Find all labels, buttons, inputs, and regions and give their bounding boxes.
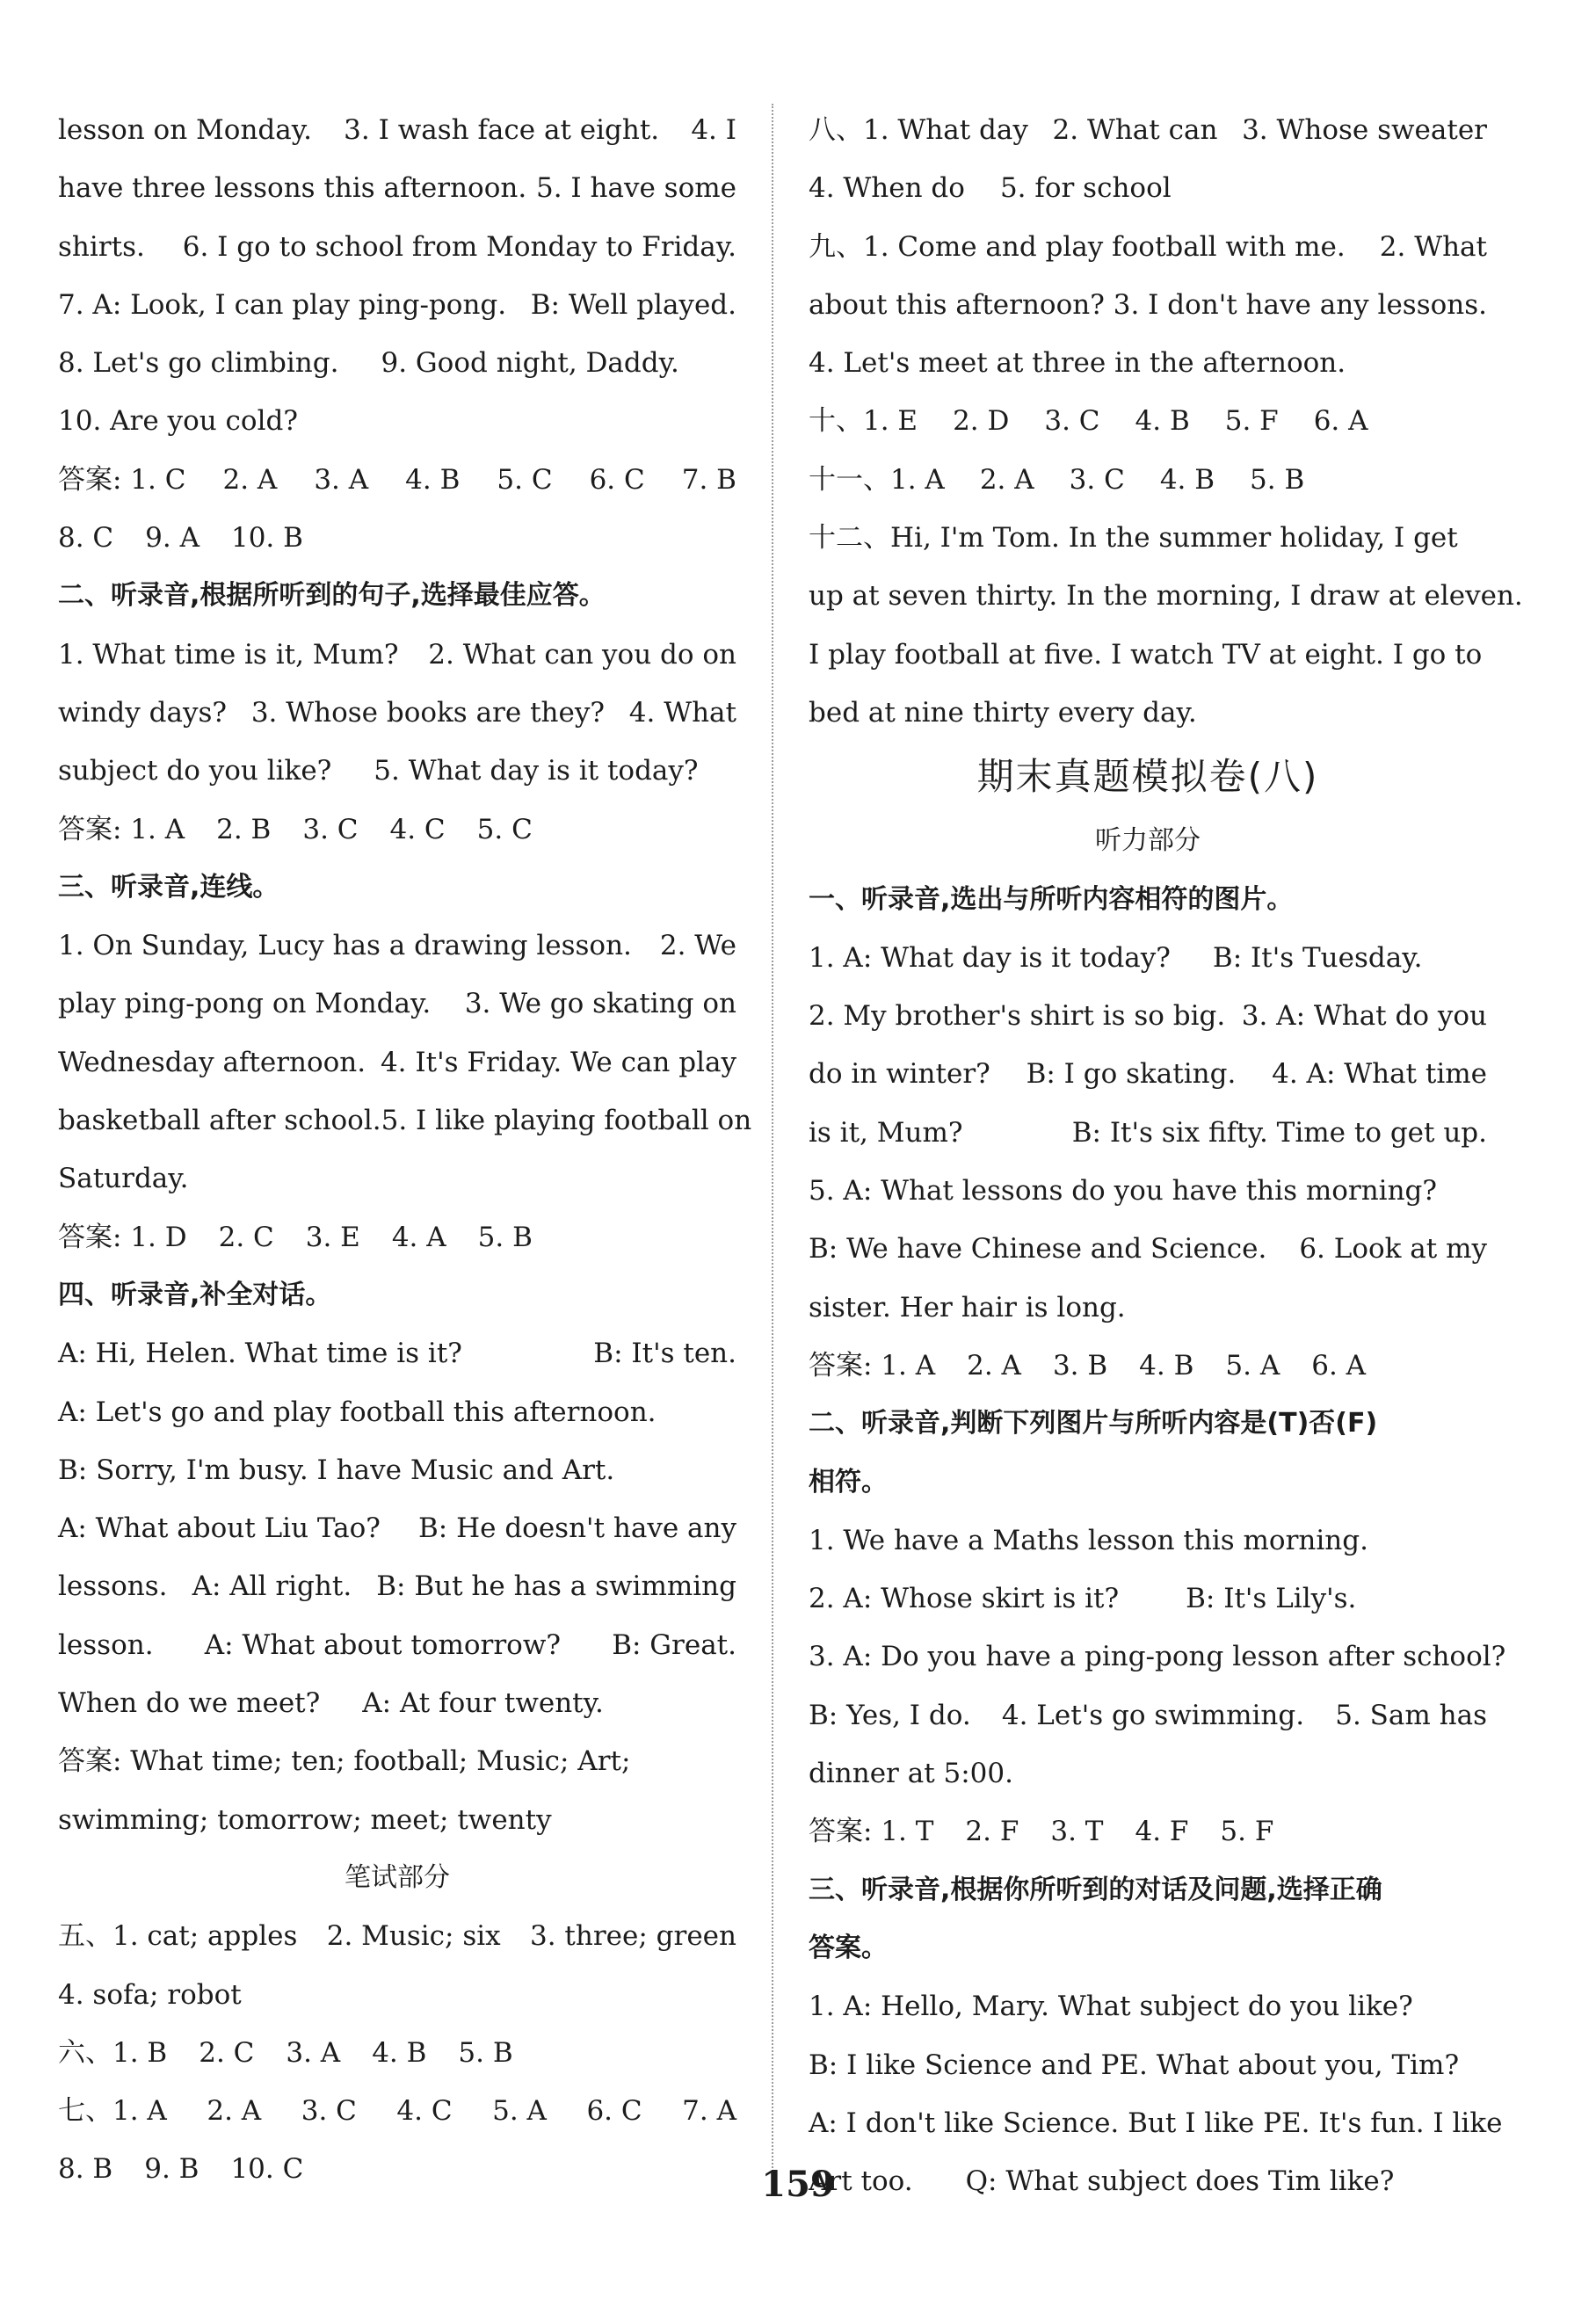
text-line: shirts. 6. I go to school from Monday to Friday. — [58, 230, 736, 263]
text-line: lesson on Monday. 3. I wash face at eight. 4. I — [58, 114, 736, 146]
text-line: 4. sofa; robot — [58, 1978, 242, 2011]
text-line: 2. A: Whose skirt is it? B: It's Lily's. — [809, 1583, 1357, 1615]
text-line: Art too. Q: What subject does Tim like? — [809, 2165, 1395, 2198]
text-line: basketball after school. 5. I like playing football on — [58, 1105, 752, 1137]
text-line: Saturday. — [58, 1163, 189, 1195]
answer-line: 十一、1. A 2. A 3. C 4. B 5. B — [809, 463, 1305, 496]
text-line: 1. A: What day is it today? B: It's Tuesday. — [809, 941, 1423, 974]
text-line: 10. Are you cold? — [58, 405, 298, 438]
answer-line: 答案: 1. A 2. A 3. B 4. B 5. A 6. A — [809, 1349, 1367, 1382]
section-heading: 二、听录音,根据所听到的句子,选择最佳应答。 — [58, 580, 606, 612]
answer-line: 七、1. A 2. A 3. C 4. C 5. A 6. C 7. A — [58, 2095, 736, 2128]
text-line: A: I don't like Science. But I like PE. It's fun. I like — [809, 2107, 1503, 2139]
answer-line: 答案: 1. C 2. A 3. A 4. B 5. C 6. C 7. B — [58, 463, 736, 496]
text-line: lessons. A: All right. B: But he has a swimming — [58, 1570, 736, 1603]
section-title-listening: 听力部分 — [1095, 825, 1201, 857]
answer-line: 8. C 9. A 10. B — [58, 522, 303, 555]
section-heading: 四、听录音,补全对话。 — [58, 1279, 332, 1310]
text-line: 1. A: Hello, Mary. What subject do you like? — [809, 1991, 1413, 2023]
answer-line: about this afternoon? 3. I don't have any lessons. — [809, 288, 1487, 321]
answer-line: 答案: 1. A 2. B 3. C 4. C 5. C — [58, 813, 533, 845]
section-heading: 二、听录音,判断下列图片与所听内容是(T)否(F) — [809, 1408, 1378, 1440]
right-column — [809, 101, 1523, 2210]
text-line: subject do you like? 5. What day is it today? — [58, 755, 699, 787]
text-line: windy days? 3. Whose books are they? 4. What — [58, 696, 736, 729]
text-line: 1. We have a Maths lesson this morning. — [809, 1524, 1368, 1556]
answer-line: 答案: What time; ten; football; Music; Art; — [58, 1745, 631, 1778]
text-line: play ping-pong on Monday. 3. We go skating on — [58, 988, 736, 1020]
answer-line: 八、1. What day 2. What can 3. Whose sweater — [809, 114, 1487, 146]
answer-line: I play football at five. I watch TV at eight. I go to — [809, 638, 1483, 671]
answer-line: bed at nine thirty every day. — [809, 696, 1197, 729]
text-line: A: What about Liu Tao? B: He doesn't have any — [58, 1512, 736, 1545]
page-number: 159 — [761, 2164, 835, 2205]
section-heading: 三、听录音,根据你所听到的对话及问题,选择正确 — [809, 1874, 1382, 1905]
answer-line: 答案: 1. T 2. F 3. T 4. F 5. F — [809, 1816, 1274, 1848]
section-heading: 答案。 — [809, 1932, 888, 1963]
text-line: B: Sorry, I'm busy. I have Music and Art. — [58, 1454, 615, 1486]
text-line: have three lessons this afternoon. 5. I have some — [58, 172, 736, 205]
text-line: 3. A: Do you have a ping-pong lesson after school? — [809, 1641, 1506, 1673]
section-heading: 三、听录音,连线。 — [58, 871, 279, 903]
text-line: is it, Mum? B: It's six fifty. Time to get up. — [809, 1116, 1487, 1149]
text-line: dinner at 5:00. — [809, 1758, 1013, 1790]
answer-line: 九、1. Come and play football with me. 2. What — [809, 230, 1487, 263]
answer-line: 4. Let's meet at three in the afternoon. — [809, 347, 1346, 380]
text-line: B: I like Science and PE. What about you, Tim? — [809, 2049, 1460, 2081]
text-line: 五、1. cat; apples 2. Music; six 3. three; green — [58, 1920, 736, 1953]
section-heading: 相符。 — [809, 1466, 888, 1498]
text-line: B: Yes, I do. 4. Let's go swimming. 5. Sam has — [809, 1699, 1487, 1731]
text-line: 1. What time is it, Mum? 2. What can you do on — [58, 638, 736, 671]
text-line: 2. My brother's shirt is so big. 3. A: What do you — [809, 1000, 1487, 1033]
text-line: 7. A: Look, I can play ping-pong. B: Well played. — [58, 288, 736, 321]
text-line: Wednesday afternoon. 4. It's Friday. We can play — [58, 1046, 736, 1078]
text-line: do in winter? B: I go skating. 4. A: What time — [809, 1058, 1487, 1091]
answer-line: 十、1. E 2. D 3. C 4. B 5. F 6. A — [809, 405, 1368, 438]
paper-title: 期末真题模拟卷(八) — [976, 755, 1319, 799]
left-column — [58, 101, 752, 2199]
text-line: 5. A: What lessons do you have this morning? — [809, 1175, 1438, 1208]
text-line: lesson. A: What about tomorrow? B: Great. — [58, 1628, 736, 1661]
text-line: B: We have Chinese and Science. 6. Look at my — [809, 1233, 1487, 1266]
answer-line: 六、1. B 2. C 3. A 4. B 5. B — [58, 2036, 513, 2069]
text-line: 1. On Sunday, Lucy has a drawing lesson. 2. We — [58, 930, 736, 962]
answer-line: up at seven thirty. In the morning, I draw at eleven. — [809, 580, 1523, 613]
column-divider — [772, 104, 773, 2195]
text-line: sister. Her hair is long. — [809, 1291, 1126, 1324]
answer-line: 4. When do 5. for school — [809, 172, 1172, 205]
section-title-written: 笔试部分 — [345, 1861, 450, 1893]
text-line: A: Hi, Helen. What time is it? B: It's ten. — [58, 1338, 736, 1370]
section-heading: 一、听录音,选出与所听内容相符的图片。 — [809, 883, 1294, 915]
answer-line: 答案: 1. D 2. C 3. E 4. A 5. B — [58, 1221, 533, 1253]
text-line: A: Let's go and play football this afternoon. — [58, 1396, 657, 1428]
answer-line: swimming; tomorrow; meet; twenty — [58, 1803, 552, 1836]
answer-line: 十二、Hi, I'm Tom. In the summer holiday, I get — [809, 522, 1458, 555]
text-line: When do we meet? A: At four twenty. — [58, 1687, 604, 1720]
answer-line: 8. B 9. B 10. C — [58, 2153, 304, 2186]
text-line: 8. Let's go climbing. 9. Good night, Daddy. — [58, 347, 679, 380]
